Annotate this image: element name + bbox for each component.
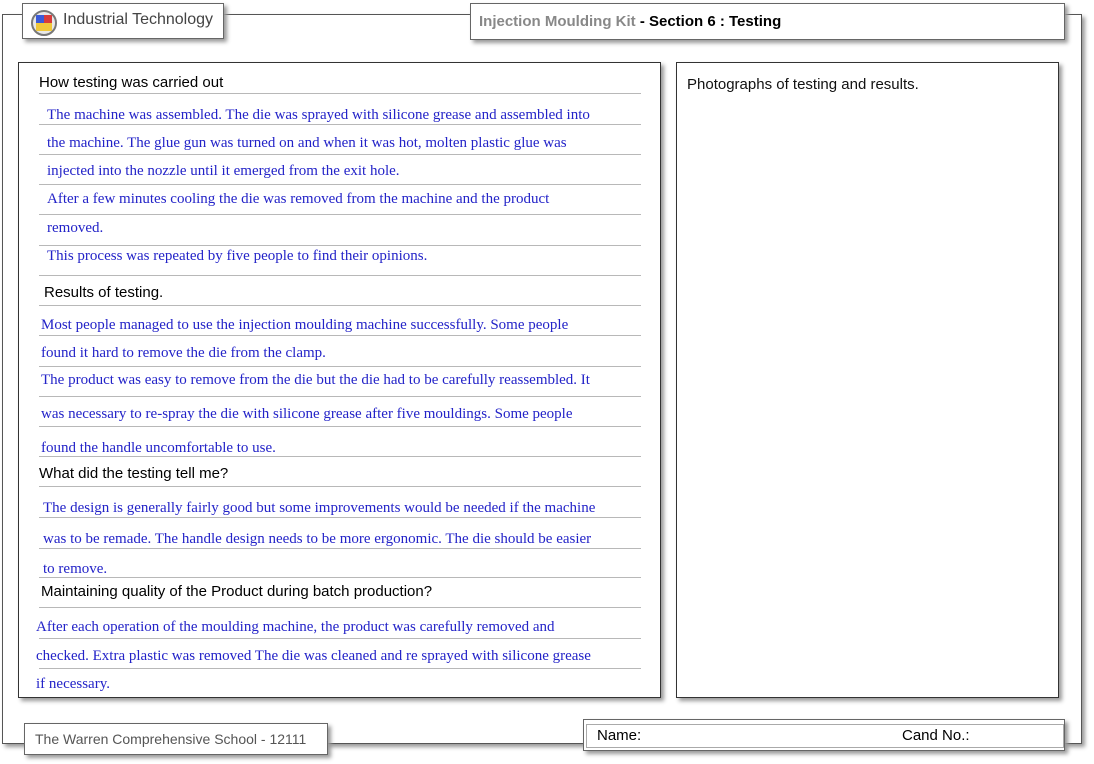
photographs-panel xyxy=(676,62,1059,698)
text-line: This process was repeated by five people to find their opinions. xyxy=(47,248,428,264)
text-line: was to be remade. The handle design needs to be more ergonomic. The die should be easier xyxy=(43,531,592,547)
project-name: Injection Moulding Kit xyxy=(479,13,636,30)
text-line: The design is generally fairly good but some improvements would be needed if the machine xyxy=(43,500,596,516)
text-line: the machine. The glue gun was turned on and when it was hot, molten plastic glue was xyxy=(47,135,567,151)
text-line: found it hard to remove the die from the clamp. xyxy=(41,345,326,361)
candidate-number-label: Cand No.: xyxy=(902,727,970,744)
text-line: The machine was assembled. The die was sprayed with silicone grease and assembled into xyxy=(47,107,590,123)
text-line: injected into the nozzle until it emerged from the exit hole. xyxy=(47,163,400,179)
title-tag xyxy=(470,3,1065,40)
text-line: Most people managed to use the injection moulding machine successfully. Some people xyxy=(41,317,569,333)
text-line: After a few minutes cooling the die was removed from the machine and the product xyxy=(47,191,550,207)
school-tag xyxy=(24,723,328,755)
heading-maintaining-quality: Maintaining quality of the Product during batch production? xyxy=(41,583,433,600)
school-logo xyxy=(31,10,57,36)
page-title xyxy=(479,13,781,30)
photographs-label: Photographs of testing and results. xyxy=(687,76,919,93)
text-line: if necessary. xyxy=(36,676,110,692)
heading-how-testing: How testing was carried out xyxy=(39,74,224,91)
section-name: - Section 6 : Testing xyxy=(635,13,782,30)
text-line: After each operation of the moulding machine, the product was carefully removed and xyxy=(36,619,555,635)
name-label: Name: xyxy=(597,727,642,744)
text-line: checked. Extra plastic was removed The die was cleaned and re sprayed with silicone grease xyxy=(36,648,591,664)
testing-panel xyxy=(18,62,661,698)
heading-results: Results of testing. xyxy=(44,284,164,301)
school-name: The Warren Comprehensive School - 12111 xyxy=(35,731,307,747)
text-line: found the handle uncomfortable to use. xyxy=(41,440,276,456)
text-line: The product was easy to remove from the die but the die had to be carefully reassembled. It xyxy=(41,372,590,388)
text-line: to remove. xyxy=(43,561,108,577)
subject-tag xyxy=(22,3,224,39)
name-box xyxy=(583,719,1065,751)
subject-title: Industrial Technology xyxy=(63,11,214,28)
name-inner-border xyxy=(586,724,1064,748)
heading-what-testing-told: What did the testing tell me? xyxy=(39,465,229,482)
text-line: removed. xyxy=(47,220,104,236)
text-line: was necessary to re-spray the die with silicone grease after five mouldings. Some people xyxy=(41,406,573,422)
